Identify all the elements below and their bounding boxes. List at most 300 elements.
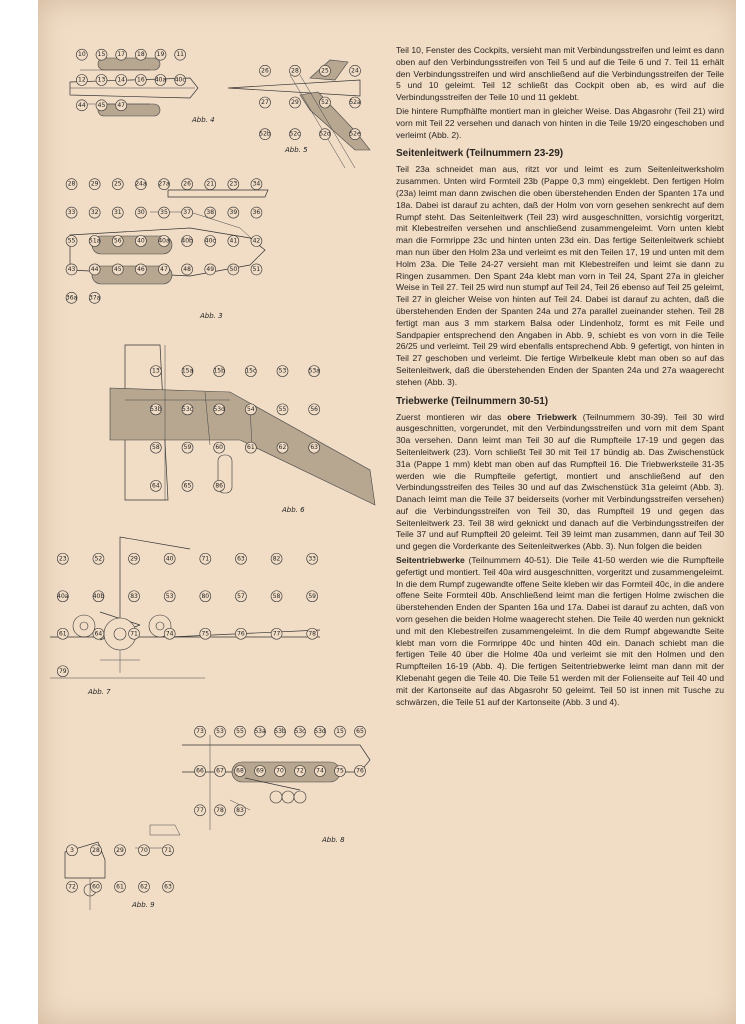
figure-abb-4 <box>70 49 215 124</box>
part-callout <box>307 591 318 602</box>
part-number: 23 <box>229 180 238 188</box>
part-callout <box>139 845 150 856</box>
part-number: 13 <box>152 367 160 375</box>
part-callout <box>255 766 266 777</box>
paragraph: Zuerst montieren wir das obere Triebwerk (Teilnummern 30-39). Teil 30 wird ausgeschnitten, vorgerundet, mit den Verbindungsstreifen und vorn mit dem Spant 30a versehen. Dann leimt man Teil 30 auf die Rumpfteile 17-19 und gegen das Seitenleitwerk (23). Vorn schließt Teil 30 mit Teil 17 bündig ab. Das Zwischenstück 31a (Pappe 1 mm) klebt man oben auf das Rumpfteil 16. Die Triebwerksteile 31-35 werden wie die Rumpfteile gefertigt, montiert und anschließend auf den Verbindungsstreifen des Teiles 30 und auf das Zwischenstück 31a geleimt (Abb. 3). Danach leimt man die Teile 37 beiderseits (vorher mit Verbindungsstreifen versehen) auf die Verbindungsstreifen von Teil 30, das Rumpfteil 19 und gegen das Seitenleitwerk 23. Teil 38 wird geknickt und danach auf die Verbindungsstreifen der Teile 37 und auf Rumpfteil 20 geleimt. Teil 39 leimt man zusammen, dann auf Teil 30 und gegen die Vorderkante des Seitenleitwerkes (Abb. 3). Nun folgen die beiden <box>396 411 724 552</box>
part-callout <box>57 591 69 602</box>
part-callout <box>251 264 262 275</box>
part-number: 29 <box>90 180 99 188</box>
part-callout <box>164 553 175 564</box>
part-number: 23 <box>58 555 67 563</box>
part-callout <box>182 442 193 453</box>
part-callout <box>89 179 100 190</box>
part-number: 83 <box>236 806 244 814</box>
part-number: 43 <box>67 265 76 273</box>
part-number: 40 <box>165 555 174 563</box>
part-callout <box>195 805 206 816</box>
part-callout <box>164 591 175 602</box>
part-callout <box>96 75 107 86</box>
part-number: 52 <box>94 555 103 563</box>
part-number: 55 <box>278 405 287 413</box>
part-number: 14 <box>117 76 125 84</box>
part-callout <box>158 236 170 247</box>
part-number: 27a <box>158 180 170 188</box>
part-number: 83 <box>130 592 138 600</box>
part-number: 15 <box>336 728 344 736</box>
part-number: 61 <box>58 630 67 638</box>
part-number: 37a <box>89 294 101 302</box>
part-callout <box>150 480 161 491</box>
figure-abb-5 <box>228 60 370 168</box>
part-number: 68 <box>236 767 244 775</box>
part-callout <box>89 207 100 218</box>
figure-caption: Abb. 3 <box>200 312 223 320</box>
part-callout <box>96 100 107 111</box>
part-callout <box>159 264 170 275</box>
part-number: 63 <box>310 444 318 452</box>
part-callout <box>66 264 77 275</box>
part-callout <box>116 49 127 60</box>
part-callout <box>135 75 146 86</box>
part-number: 28 <box>92 846 100 854</box>
part-callout <box>228 179 239 190</box>
part-callout <box>182 404 193 415</box>
part-number: 29 <box>130 555 138 563</box>
part-callout <box>214 480 225 491</box>
part-number: 45 <box>113 265 122 273</box>
part-callout <box>175 75 186 86</box>
paragraph: Seitentriebwerke (Teilnummern 40-51). Die Teile 41-50 werden wie die Rumpfteile gefertigt und montiert. Teil 40a wird ausgeschnitten, vorgeritzt und zusammengeleimt. In die dem Rumpf zugewandte offene Seite kleben wir das Formteil 40c, in die andere offene Seite Formteil 40b. Anschließend leimt man die fertigen Holme zwischen die überstehenden Enden der Spanten 16a und 17a. Dabei ist darauf zu achten, daß von vorn gesehen die beiden Holme waagerecht stehen. Die Teile 40 werden nun geknickt und mit den Klebestreifen zusammengeleimt. In die dem Rumpf abgewandte Seite klebt man vorn die Formrippe 40c und hinten 40d ein. Danach schiebt man die fertigen Teile 40 über die Holme 40a und verleimt sie mit den Holmen und den Rumpfteilen 16-19 (Abb. 4). Die fertigen Seitentriebwerke leimt man dann mit der Klebenaht gegen die Teile 40. Die Teile 51 werden mit der Folienseite auf Teil 40 und mit der Kartonseite auf das Abgasrohr 50 geleimt. Teil 50 ist innen mit Tusche zu schwärzen, die Teile 51 auf der Kartonseite (Abb. 3 und 4). <box>396 555 724 707</box>
part-number: 40c <box>204 237 216 245</box>
part-number: 71 <box>201 555 210 563</box>
part-callout <box>350 65 361 76</box>
part-number: 37 <box>183 209 191 217</box>
part-number: 29 <box>291 99 299 106</box>
part-number: 21 <box>206 180 215 188</box>
part-callout <box>96 49 107 60</box>
part-callout <box>182 366 194 377</box>
part-number: 38 <box>206 209 215 217</box>
part-number: 28 <box>291 67 299 75</box>
part-number: 54 <box>247 405 255 413</box>
part-number: 52b <box>259 130 271 138</box>
part-callout <box>200 553 211 564</box>
part-number: 44 <box>78 101 86 109</box>
part-number: 70 <box>140 846 148 854</box>
part-number: 29 <box>116 846 124 854</box>
part-callout <box>76 100 87 111</box>
part-callout <box>228 236 239 247</box>
part-callout <box>290 97 301 108</box>
part-callout <box>274 726 286 737</box>
part-number: 33 <box>67 209 76 217</box>
part-number: 56 <box>310 405 318 413</box>
part-callout <box>129 553 140 564</box>
part-callout <box>91 881 102 892</box>
part-number: 12 <box>78 76 86 84</box>
part-number: 45 <box>97 101 106 109</box>
part-callout <box>182 480 193 491</box>
part-callout <box>315 766 326 777</box>
part-number: 77 <box>196 806 204 814</box>
part-callout <box>349 129 361 140</box>
part-callout <box>112 264 123 275</box>
part-callout <box>200 628 211 639</box>
paragraph: Teil 10, Fenster des Cockpits, versieht man mit Verbindungsstreifen und leimt es dann oben auf den Verbindungsstreifen von Teil 5 und auf die Teile 6 und 7. Teil 11 erhält den Verbindungsstreifen und wird anschließend auf die Verbindungsstreifen der Teile 5 und 10 geleimt. Teil 12 schließt das Cockpit oben ab, es wird auf die Verbindungsstreifen der Teile 10 und 11 geklebt. <box>396 45 724 103</box>
part-number: 72 <box>296 767 304 775</box>
part-number: 53 <box>216 728 224 736</box>
part-number: 40a <box>57 592 69 600</box>
part-number: 40 <box>137 237 145 245</box>
part-callout <box>277 366 288 377</box>
part-callout <box>355 766 366 777</box>
part-number: 48 <box>183 265 191 273</box>
part-callout <box>67 845 78 856</box>
figure-caption: Abb. 7 <box>88 688 111 696</box>
part-number: 24 <box>351 67 359 75</box>
part-number: 64 <box>94 630 103 638</box>
part-number: 18 <box>137 51 145 59</box>
part-callout <box>235 591 246 602</box>
part-number: 34 <box>252 180 261 188</box>
part-callout <box>66 179 77 190</box>
part-number: 78 <box>308 630 317 638</box>
part-number: 75 <box>336 767 344 775</box>
part-number: 53b <box>274 728 286 736</box>
part-callout <box>159 207 170 218</box>
part-number: 47 <box>117 101 125 109</box>
part-number: 16 <box>137 76 145 84</box>
part-number: 50 <box>229 265 238 273</box>
part-callout <box>91 845 102 856</box>
part-number: 56 <box>113 237 122 245</box>
part-callout <box>200 591 211 602</box>
part-number: 40b <box>181 237 193 245</box>
part-callout <box>93 553 104 564</box>
part-number: 39 <box>229 209 238 217</box>
part-number: 46 <box>137 265 145 273</box>
part-number: 52c <box>289 130 301 138</box>
paragraph: Teil 23a schneidet man aus, ritzt vor und leimt es zum Seitenleitwerksholm zusammen. Unten wird Formteil 23b (Pappe 0,3 mm) eingeklebt. Den fertigen Holm (23a) leimt man dann zwischen die oben überstehenden Enden der Spanten 17a und 18a. Dabei ist darauf zu achten, daß der Holm von vorn gesehen senkrecht auf dem Rumpf steht. Das Seitenleitwerk (Teil 23) wird ausgeschnitten, vorsichtig vorgeritzt, mit Klebestreifen versehen und anschließend zusammengeleimt. Vorn unten klebt man die Formrippe 23c und hinten unten 23d ein. Das fertige Seitenleitwerk schiebt man nun über den Holm 23a und verleimt es mit den Teilen 17, 19 und unten mit dem Holm 23a. Die Teile 24-27 versieht man mit Klebestreifen und leimt sie dann zu Ringen zusammen. Den Spant 24a klebt man vorn in Teil 24, Spant 27a in gleicher Weise in Teil 27. Teil 25 wird nun stumpf auf Teil 24, Teil 26 ebenso auf Teil 25 geleimt, Teil 27 in gleicher Weise von hinten auf Teil 24. Dabei ist darauf zu achten, daß die überstehenden Enden der Spanten 24a und 27a parallel zueinander stehen. Teil 28 fertigt man aus 3 mm starkem Balsa oder Lindenholz, formt es mit Feile und Sandpapier entsprechend den Angaben in Abb. 9, schiebt es von vorn in die Teile 26/25 und verleimt. Teil 29 wird ebenfalls entsprechend Abb. 9 gefertigt, von hinten in Teil 27 geschoben und verleimt. Die fertige Wirbelkeule klebt man oben so auf das Seitenleitwerk, daß die überstehenden Enden der Spanten 24a und 27a waagerecht stehen (Abb. 3). <box>396 164 724 387</box>
part-number: 35 <box>160 209 168 217</box>
part-number: 65 <box>356 728 364 736</box>
part-number: 33 <box>308 555 317 563</box>
part-callout <box>164 628 175 639</box>
part-number: 40c <box>174 76 186 84</box>
part-callout <box>235 805 246 816</box>
part-number: 75 <box>201 630 210 638</box>
figure-abb-8 <box>182 726 370 844</box>
part-number: 76 <box>356 767 364 775</box>
part-number: 59 <box>308 592 317 600</box>
part-number: 24a <box>135 180 147 188</box>
part-callout <box>115 881 126 892</box>
part-callout <box>320 97 331 108</box>
part-callout <box>228 264 239 275</box>
part-callout <box>112 207 123 218</box>
part-callout <box>195 766 206 777</box>
part-number: 13 <box>97 76 106 84</box>
part-number: 66 <box>196 767 204 775</box>
part-number: 76 <box>237 630 245 638</box>
part-callout <box>150 366 161 377</box>
part-callout <box>139 881 150 892</box>
part-number: 47 <box>160 265 168 273</box>
part-callout <box>66 292 78 303</box>
part-number: 40b <box>92 592 105 600</box>
part-number: 11 <box>176 51 184 59</box>
part-callout <box>129 628 140 639</box>
part-callout <box>155 49 166 60</box>
part-number: 67 <box>216 767 224 775</box>
part-callout <box>251 236 262 247</box>
part-number: 73 <box>196 728 204 736</box>
part-callout <box>215 766 226 777</box>
part-callout <box>150 404 162 415</box>
part-callout <box>89 236 101 247</box>
part-callout <box>213 404 225 415</box>
part-number: 59 <box>183 444 192 452</box>
part-number: 15c <box>245 367 257 375</box>
part-number: 61 <box>116 883 124 891</box>
part-callout <box>205 236 216 247</box>
part-number: 15 <box>97 51 106 59</box>
part-callout <box>235 726 246 737</box>
part-callout <box>205 179 216 190</box>
part-callout <box>67 881 78 892</box>
part-number: 51 <box>252 265 261 273</box>
part-callout <box>112 236 123 247</box>
part-number: 32 <box>90 209 99 217</box>
part-number: 55 <box>67 237 76 245</box>
part-number: 26 <box>183 180 191 188</box>
part-callout <box>182 207 193 218</box>
part-number: 57 <box>237 592 245 600</box>
part-callout <box>66 207 77 218</box>
part-callout <box>259 129 271 140</box>
part-callout <box>314 726 326 737</box>
part-callout <box>175 49 186 60</box>
part-callout <box>260 97 271 108</box>
part-callout <box>254 726 266 737</box>
figure-abb-3 <box>66 179 268 320</box>
figure-caption: Abb. 4 <box>192 116 215 124</box>
part-callout <box>89 292 101 303</box>
part-callout <box>163 881 174 892</box>
figure-abb-6 <box>110 345 375 514</box>
part-number: 52a <box>349 99 361 106</box>
part-callout <box>214 442 225 453</box>
part-callout <box>66 236 77 247</box>
part-number: 61 <box>247 444 255 452</box>
part-number: 19 <box>156 51 165 59</box>
part-number: 55 <box>236 728 244 736</box>
part-number: 27 <box>261 99 269 106</box>
part-number: 60 <box>92 883 100 891</box>
figure-caption: Abb. 8 <box>322 836 345 844</box>
part-number: 31 <box>113 209 122 217</box>
part-callout <box>135 236 146 247</box>
section-heading: Triebwerke (Teilnummern 30-51) <box>396 395 549 407</box>
part-callout <box>135 207 146 218</box>
part-number: 69 <box>256 767 264 775</box>
part-number: 25 <box>321 67 329 75</box>
part-number: 53d <box>314 728 326 736</box>
part-callout <box>307 628 318 639</box>
part-number: 71 <box>164 846 172 854</box>
part-callout <box>57 553 68 564</box>
part-number: 10 <box>78 51 86 59</box>
part-number: 62 <box>278 444 287 452</box>
part-number: 65 <box>183 482 192 490</box>
part-number: 30 <box>137 209 145 217</box>
part-callout <box>228 207 239 218</box>
part-callout <box>295 726 306 737</box>
part-callout <box>158 179 170 190</box>
part-callout <box>155 75 167 86</box>
part-number: 60 <box>215 444 223 452</box>
part-number: 53 <box>165 592 174 600</box>
part-number: 62 <box>140 883 148 891</box>
part-callout <box>76 75 87 86</box>
part-number: 53a <box>308 367 320 375</box>
part-callout <box>213 366 225 377</box>
part-callout <box>245 442 256 453</box>
part-number: 64 <box>152 482 160 490</box>
part-number: 15b <box>213 367 225 375</box>
part-callout <box>205 264 216 275</box>
part-callout <box>320 65 331 76</box>
part-callout <box>57 666 68 677</box>
part-callout <box>277 442 288 453</box>
part-number: 40a <box>158 237 170 245</box>
part-callout <box>290 65 301 76</box>
part-callout <box>245 366 256 377</box>
part-number: 58 <box>152 444 160 452</box>
part-callout <box>57 628 68 639</box>
part-callout <box>129 591 140 602</box>
part-callout <box>260 65 271 76</box>
part-callout <box>205 207 216 218</box>
part-callout <box>271 628 282 639</box>
part-callout <box>182 179 193 190</box>
part-callout <box>116 100 127 111</box>
part-callout <box>235 766 246 777</box>
part-number: 74 <box>165 630 174 638</box>
part-number: 53d <box>213 405 225 413</box>
part-number: 40a <box>154 76 167 84</box>
part-number: 63 <box>237 555 245 563</box>
part-number: 79 <box>58 667 67 675</box>
part-number: 77 <box>272 630 281 638</box>
part-callout <box>335 766 346 777</box>
part-number: 3 <box>70 846 74 854</box>
figure-caption: Abb. 6 <box>282 506 305 514</box>
part-number: 52e <box>349 130 361 138</box>
part-callout <box>135 264 146 275</box>
part-number: 15a <box>181 367 194 375</box>
part-callout <box>271 591 282 602</box>
part-callout <box>355 726 366 737</box>
part-number: 71 <box>130 630 138 638</box>
part-callout <box>309 404 320 415</box>
part-number: 63 <box>164 883 172 891</box>
part-number: 52 <box>321 99 329 106</box>
figure-abb-7 <box>50 537 320 696</box>
part-number: 51a <box>89 237 101 245</box>
part-callout <box>112 179 123 190</box>
part-callout <box>150 442 161 453</box>
article-text-column <box>396 45 724 710</box>
part-callout <box>93 591 105 602</box>
part-number: 44 <box>90 265 99 273</box>
part-callout <box>115 845 126 856</box>
part-number: 80 <box>201 592 210 600</box>
part-callout <box>335 726 346 737</box>
part-callout <box>349 97 361 108</box>
part-number: 53c <box>182 405 193 413</box>
figure-abb-9 <box>65 825 180 910</box>
section-heading: Seitenleitwerk (Teilnummern 23-29) <box>396 148 564 160</box>
part-number: 74 <box>316 767 324 775</box>
paragraph: Die hintere Rumpfhälfte montiert man in gleicher Weise. Das Abgasrohr (Teil 21) wird vorn mit Teil 22 versehen und danach von hinten in die Teile 19/20 eingeschoben und verleimt (Abb. 2). <box>396 105 724 140</box>
part-number: 53 <box>278 367 287 375</box>
part-callout <box>181 236 193 247</box>
part-callout <box>235 553 246 564</box>
figure-caption: Abb. 9 <box>132 901 155 909</box>
part-callout <box>319 129 331 140</box>
part-number: 17 <box>117 51 125 59</box>
part-number: 49 <box>206 265 215 273</box>
part-number: 25 <box>113 180 122 188</box>
part-number: 70 <box>276 767 284 775</box>
part-callout <box>163 845 174 856</box>
part-number: 36 <box>252 209 261 217</box>
part-callout <box>251 179 262 190</box>
part-callout <box>290 129 301 140</box>
part-callout <box>89 264 100 275</box>
part-callout <box>251 207 262 218</box>
part-callout <box>135 49 146 60</box>
part-number: 82 <box>272 555 281 563</box>
part-callout <box>275 766 286 777</box>
part-callout <box>277 404 288 415</box>
part-callout <box>307 553 318 564</box>
part-callout <box>135 179 147 190</box>
part-callout <box>215 805 226 816</box>
part-callout <box>309 366 321 377</box>
part-number: 72 <box>68 883 76 891</box>
part-callout <box>215 726 226 737</box>
figure-caption: Abb. 5 <box>285 146 308 154</box>
part-number: 53a <box>254 728 266 736</box>
part-callout <box>235 628 246 639</box>
part-callout <box>195 726 206 737</box>
part-number: 28 <box>67 180 76 188</box>
part-number: 53b <box>150 405 162 413</box>
part-number: 52d <box>319 130 331 138</box>
part-callout <box>182 264 193 275</box>
part-number: 53c <box>294 728 306 736</box>
part-callout <box>116 75 127 86</box>
part-callout <box>295 766 306 777</box>
part-callout <box>93 628 104 639</box>
part-callout <box>309 442 320 453</box>
part-number: 58 <box>272 592 281 600</box>
part-number: 36a <box>65 294 78 302</box>
part-callout <box>245 404 256 415</box>
part-number: 42 <box>252 237 261 245</box>
